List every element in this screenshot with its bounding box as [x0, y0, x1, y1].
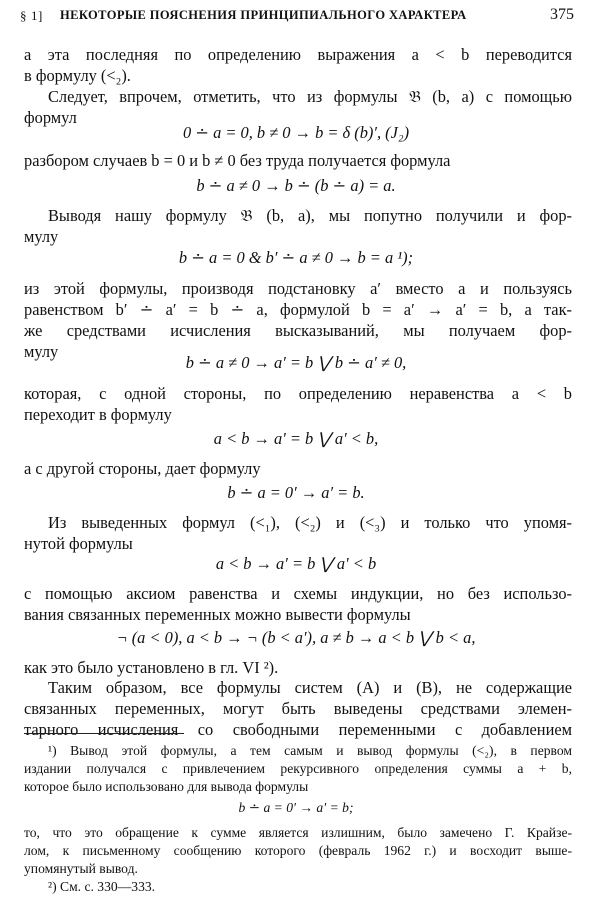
text-line: с помощью аксиом равенства и схемы индукции, но без использо- [24, 584, 572, 603]
footnote-rule [24, 733, 184, 734]
footnote-line: которое было использовано для вывода формулы [24, 779, 309, 794]
text-line: Следует, впрочем, отметить, что из формулы 𝔅 (b, a) с помощью [48, 87, 572, 106]
text-line: формул [24, 108, 77, 127]
text-line: разбором случаев b = 0 и b ≠ 0 без труда получается формула [24, 151, 451, 170]
text-line: которая, с одной стороны, по определению неравенства a < b [24, 384, 572, 403]
section-mark: § 1] [20, 8, 43, 23]
text-line: мулу [24, 342, 59, 361]
formula-line: ¬ (a < 0), a < b → ¬ (b < a′), a ≠ b → a < b ⋁ b < a, [116, 628, 476, 647]
footnote-line: ²) См. с. 330—333. [48, 879, 156, 894]
footnote-line: лом, к письменному сообщению которого (февраль 1962 г.) и восходит выше- [24, 843, 572, 858]
running-header [20, 6, 574, 28]
formula-line: a < b → a′ = b ⋁ a′ < b [215, 554, 377, 573]
text-line: Таким образом, все формулы систем (A) и (B), не содержащие [48, 678, 572, 697]
footnote-line: ¹) Вывод этой формулы, а тем самым и вывод формулы (<₂), в первом [48, 743, 572, 758]
text-line: вания связанных переменных можно вывести формулы [24, 605, 411, 624]
text-line: переходит в формулу [24, 405, 172, 424]
formula-line: a < b → a′ = b ⋁ a′ < b, [213, 429, 379, 448]
text-line: Из выведенных формул (<₁), (<₂) и (<₃) и только что упомя- [48, 513, 572, 532]
text-line: нутой формулы [24, 534, 133, 553]
text-line: равенством b′ ∸ a′ = b ∸ a, формулой b = a′ → a′ = b, а так- [24, 300, 572, 319]
formula-line: b ∸ a ≠ 0 → a′ = b ⋁ b ∸ a′ ≠ 0, [185, 353, 407, 372]
text-line: а с другой стороны, дает формулу [24, 459, 261, 478]
text-line: из этой формулы, производя подстановку a′ вместо a и пользуясь [24, 279, 572, 298]
running-title: НЕКОТОРЫЕ ПОЯСНЕНИЯ ПРИНЦИПИАЛЬНОГО ХАРАКТЕРА [60, 8, 467, 22]
text-line: мулу [24, 227, 59, 246]
formula-line: b ∸ a = 0 & b′ ∸ a ≠ 0 → b = a ¹); [178, 248, 414, 267]
text-line: в формулу (<₂). [24, 66, 131, 85]
text-line: а эта последняя по определению выражения a < b переводится [24, 45, 572, 64]
text-line: тарного исчисления со свободными переменными с добавлением [24, 720, 572, 739]
formula-line: 0 ∸ a = 0, b ≠ 0 → b = δ (b)′, (J₂) [182, 123, 410, 142]
text-line: Выводя нашу формулу 𝔅 (b, a), мы попутно получили и фор- [48, 206, 572, 225]
footnote-formula: b ∸ a = 0′ → a′ = b; [238, 800, 354, 815]
footnote-line: издании получался с привлечением рекурсивного определения суммы a + b, [24, 761, 572, 776]
page-number: 375 [550, 6, 574, 23]
footnote-line: то, что это обращение к сумме является излишним, было замечено Г. Крайзе- [24, 825, 572, 840]
formula-line: b ∸ a = 0′ → a′ = b. [227, 483, 365, 502]
text-line: как это было установлено в гл. VI ²). [24, 658, 279, 677]
footnote-line: упомянутый вывод. [24, 861, 138, 876]
text-line: же средствами исчисления высказываний, мы получаем фор- [24, 321, 572, 340]
formula-line: b ∸ a ≠ 0 → b ∸ (b ∸ a) = a. [196, 176, 396, 195]
text-line: связанных переменных, могут быть выведены средствами элемен- [24, 699, 572, 718]
